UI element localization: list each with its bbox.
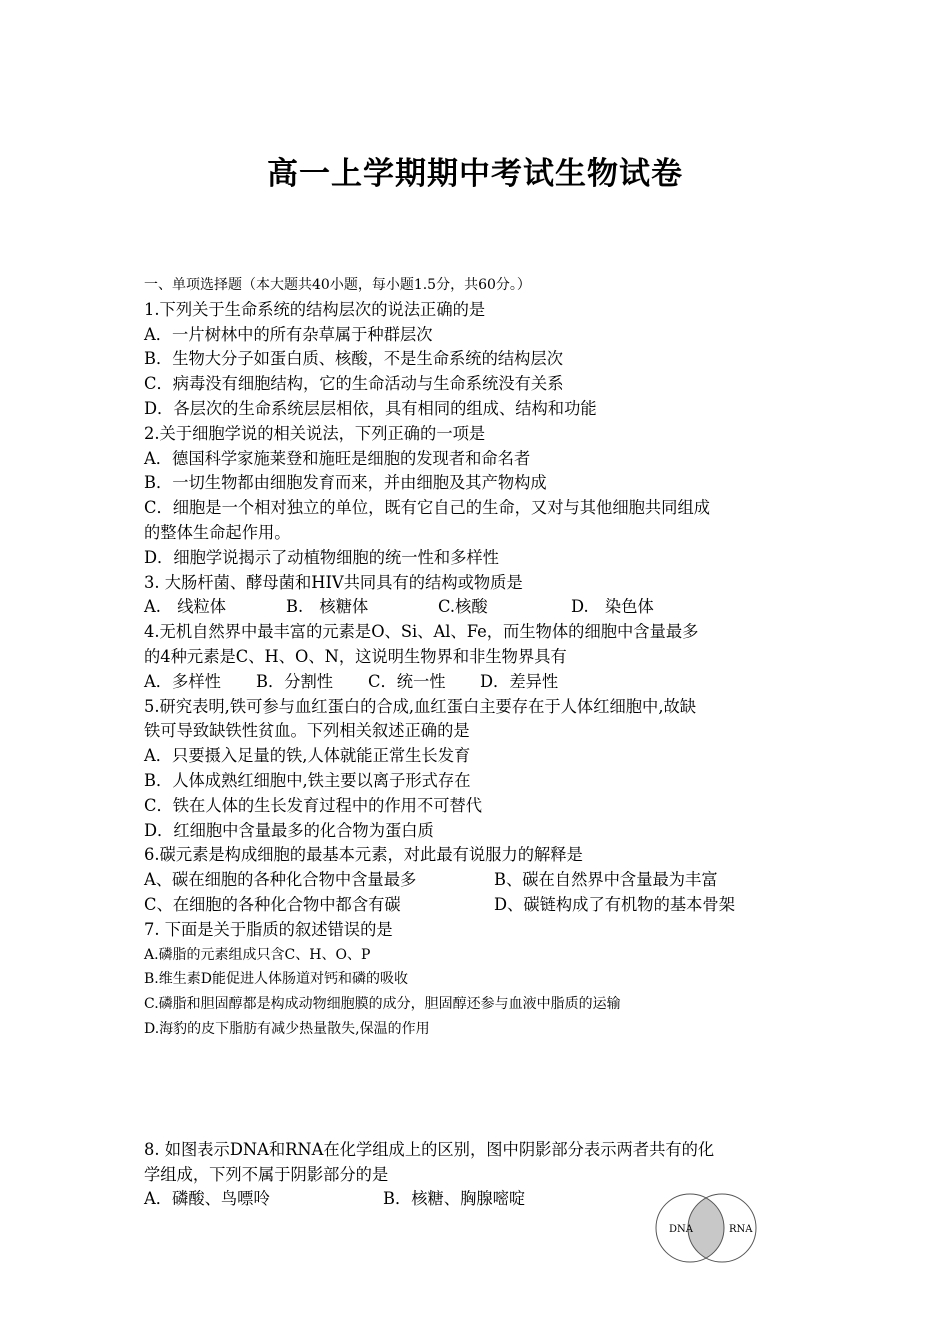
- q7-stem: 7. 下面是关于脂质的叙述错误的是: [144, 919, 393, 939]
- q7-option-c: C.磷脂和胆固醇都是构成动物细胞膜的成分，胆固醇还参与血液中脂质的运输: [144, 996, 621, 1013]
- spacer: [144, 1042, 808, 1138]
- q5-stem: 5.研究表明,铁可参与血红蛋白的合成,血红蛋白主要存在于人体红细胞中,故缺: [144, 696, 697, 716]
- q5-option-d: D．红细胞中含量最多的化合物为蛋白质: [144, 820, 434, 840]
- q6-options-ab: [144, 868, 808, 893]
- q4-stem: 4.无机自然界中最丰富的元素是O、Si、Al、Fe，而生物体的细胞中含量最多: [144, 622, 699, 642]
- q6-option-b: B、碳在自然界中含量最为丰富: [494, 870, 718, 890]
- q5-option-c: C．铁在人体的生长发育过程中的作用不可替代: [144, 795, 483, 815]
- q7-option-b: B.维生素D能促进人体肠道对钙和磷的吸收: [144, 971, 408, 988]
- q5-stem-cont: 铁可导致缺铁性贫血。下列相关叙述正确的是: [144, 721, 470, 741]
- q2-stem: 2.关于细胞学说的相关说法，下列正确的一项是: [144, 423, 486, 443]
- q8-option-a: A．磷酸、鸟嘌呤: [144, 1189, 270, 1209]
- q2-option-c-cont: 的整体生命起作用。: [144, 522, 291, 542]
- q1-option-d: D．各层次的生命系统层层相依，具有相同的组成、结构和功能: [144, 398, 597, 418]
- q4-option-b: B．分割性: [256, 671, 334, 691]
- q8-stem-cont: 学组成，下列不属于阴影部分的是: [144, 1164, 389, 1184]
- q1-option-b: B．生物大分子如蛋白质、核酸，不是生命系统的结构层次: [144, 349, 563, 369]
- q4-stem-cont: 的4种元素是C、H、O、N，这说明生物界和非生物界具有: [144, 646, 567, 666]
- q3-options: [144, 595, 808, 620]
- q6-option-c: C、在细胞的各种化合物中都含有碳: [144, 894, 401, 914]
- page-title: 高一上学期期中考试生物试卷: [267, 156, 683, 192]
- q2-option-c: C．细胞是一个相对独立的单位，既有它自己的生命，又对与其他细胞共同组成: [144, 498, 711, 518]
- venn-rna-label: RNA: [729, 1224, 753, 1235]
- q4-option-c: C．统一性: [368, 671, 446, 691]
- dna-rna-venn-diagram: [652, 1190, 760, 1266]
- q3-option-c: C.核酸: [438, 597, 488, 617]
- q6-option-d: D、碳链构成了有机物的基本骨架: [494, 894, 735, 914]
- q1-option-c: C．病毒没有细胞结构，它的生命活动与生命系统没有关系: [144, 374, 564, 394]
- q5-option-a: A．只要摄入足量的铁,人体就能正常生长发育: [144, 746, 471, 766]
- q4-option-d: D．差异性: [480, 671, 559, 691]
- q3-option-d: D. 染色体: [571, 597, 654, 617]
- section-heading: 一、单项选择题（本大题共40小题，每小题1.5分，共60分。）: [144, 277, 531, 293]
- q2-option-d: D．细胞学说揭示了动植物细胞的统一性和多样性: [144, 547, 499, 567]
- q5-option-b: B．人体成熟红细胞中,铁主要以离子形式存在: [144, 770, 471, 790]
- q2-option-a: A．德国科学家施莱登和施旺是细胞的发现者和命名者: [144, 448, 531, 468]
- q4-option-a: A．多样性: [144, 671, 221, 691]
- q7-option-a: A.磷脂的元素组成只含C、H、O、P: [144, 946, 371, 963]
- q3-option-a: A. 线粒体: [144, 597, 227, 617]
- q8-stem: 8. 如图表示DNA和RNA在化学组成上的区别，图中阴影部分表示两者共有的化: [144, 1139, 715, 1159]
- q7-option-d: D.海豹的皮下脂肪有减少热量散失,保温的作用: [144, 1020, 430, 1037]
- q6-option-a: A、碳在细胞的各种化合物中含量最多: [144, 870, 417, 890]
- q3-stem: 3. 大肠杆菌、酵母菌和HIV共同具有的结构或物质是: [144, 572, 523, 592]
- q1-option-a: A．一片树林中的所有杂草属于种群层次: [144, 324, 433, 344]
- question-list: [144, 273, 808, 1212]
- venn-dna-label: DNA: [669, 1224, 693, 1235]
- q2-option-b: B．一切生物都由细胞发育而来，并由细胞及其产物构成: [144, 473, 547, 493]
- q4-options: [144, 670, 808, 695]
- q1-stem: 1.下列关于生命系统的结构层次的说法正确的是: [144, 299, 486, 319]
- q3-option-b: B. 核糖体: [286, 597, 369, 617]
- q6-stem: 6.碳元素是构成细胞的最基本元素，对此最有说服力的解释是: [144, 845, 583, 865]
- q6-options-cd: [144, 893, 808, 918]
- q8-option-b: B．核糖、胸腺嘧啶: [383, 1189, 526, 1209]
